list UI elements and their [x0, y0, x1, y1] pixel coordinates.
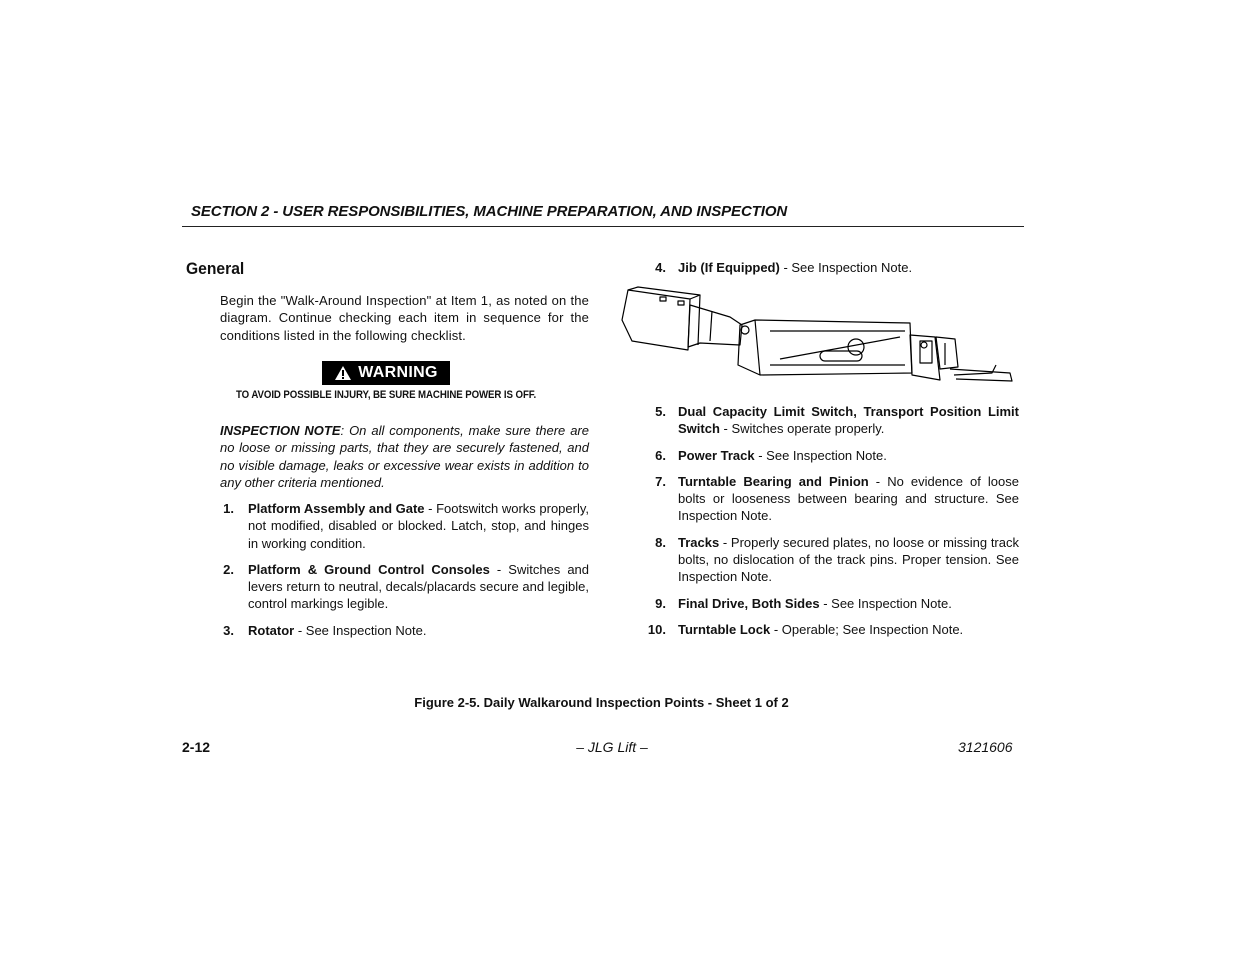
warning-text: TO AVOID POSSIBLE INJURY, BE SURE MACHINE POWER IS OFF.: [236, 389, 537, 401]
item-desc: - Operable; See Inspection Note.: [770, 621, 964, 637]
footer-title: – JLG Lift –: [576, 739, 648, 755]
item-number: 3.: [223, 622, 234, 638]
item-desc: - See Inspection Note.: [294, 622, 427, 638]
item-title: Power Track: [678, 447, 755, 463]
item-number: 8.: [655, 534, 666, 550]
item-number: 5.: [655, 404, 666, 419]
item-number: 4.: [655, 260, 666, 275]
item-desc: - Footswitch works properly, not modified, disabled or blocked. Latch, stop, and hinges in working condition.: [248, 501, 590, 551]
warning-label: WARNING: [358, 364, 438, 381]
item-title: Platform Assembly and Gate: [248, 501, 425, 516]
intro-paragraph: Begin the "Walk-Around Inspection" at Item 1, as noted on the diagram. Continue checking each item in sequence for the conditions listed in the following checklist.: [220, 293, 589, 343]
checklist-item: [223, 500, 590, 552]
item-number: 9.: [655, 595, 666, 611]
item-title: Turntable Bearing and Pinion: [678, 473, 869, 489]
inspection-note-text: : On all components, make sure there are no loose or missing parts, that they are securely fastened, and no visible damage, leaks or excessive wear exists in addition to any other criteria mentioned.: [220, 423, 589, 490]
boom-jib-illustration: [620, 285, 1016, 393]
item-desc: - See Inspection Note.: [754, 447, 887, 463]
item-title: Turntable Lock: [678, 621, 771, 637]
page-number: 2-12: [182, 739, 211, 755]
document-number: 3121606: [958, 739, 1013, 755]
item-number: 10.: [647, 621, 666, 637]
item-number: 1.: [223, 501, 234, 516]
checklist-item: [647, 621, 1019, 638]
warning-triangle-icon: [334, 365, 352, 381]
item-desc: - No evidence of loose bolts or looseness between bearing and structure. See Inspection Note.: [678, 473, 1019, 524]
checklist-item: [655, 259, 913, 276]
item-desc: - Properly secured plates, no loose or missing track bolts, no dislocation of the track pins. Proper tension. See Inspection Note.: [678, 534, 1019, 585]
checklist-item: [655, 403, 1019, 438]
checklist-item: [223, 622, 589, 639]
item-desc: - See Inspection Note.: [779, 260, 913, 275]
warning-badge: [322, 361, 450, 385]
section-title: SECTION 2 - USER RESPONSIBILITIES, MACHINE PREPARATION, AND INSPECTION: [191, 203, 788, 220]
item-number: 7.: [655, 473, 666, 489]
figure-caption: Figure 2-5. Daily Walkaround Inspection Points - Sheet 1 of 2: [414, 695, 789, 710]
item-desc: - Switches operate properly.: [719, 421, 885, 437]
item-title: Dual Capacity Limit Switch, Transport Position Limit Switch: [678, 404, 1019, 437]
item-title: Jib (If Equipped): [678, 260, 780, 275]
item-desc: - Switches and levers return to neutral, decals/placards secure and legible, control markings legible.: [248, 561, 590, 612]
item-title: Tracks: [678, 534, 720, 550]
general-heading: General: [186, 259, 245, 278]
item-number: 2.: [223, 561, 234, 577]
header-rule: [182, 226, 1024, 227]
checklist-item: [223, 561, 590, 613]
checklist-item: [655, 534, 1019, 586]
checklist-right: [647, 403, 1019, 638]
inspection-note-label: INSPECTION NOTE: [220, 423, 341, 438]
item-title: Platform & Ground Control Consoles: [248, 561, 490, 577]
inspection-note: [220, 422, 589, 491]
checklist-item: [655, 473, 1019, 525]
item-title: Final Drive, Both Sides: [678, 595, 820, 611]
checklist-left: [223, 500, 590, 639]
checklist-item: [655, 447, 1019, 464]
item-title: Rotator: [248, 622, 295, 638]
item-number: 6.: [655, 447, 666, 463]
checklist-item: [655, 595, 1019, 612]
item-desc: - See Inspection Note.: [819, 595, 952, 611]
